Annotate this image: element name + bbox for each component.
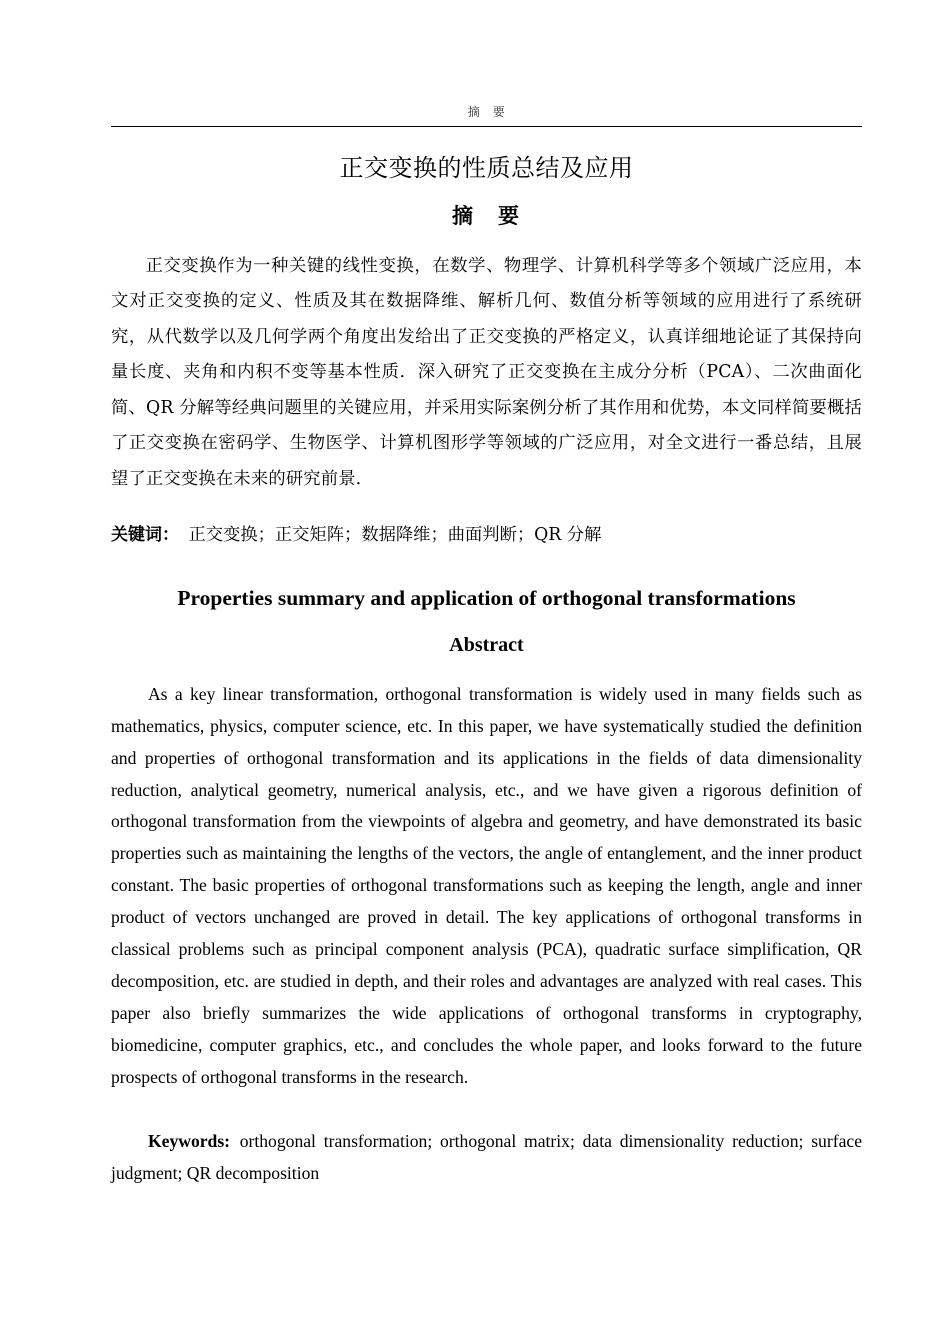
keywords-cn <box>111 520 862 550</box>
page-title-en: Properties summary and application of orthogonal transformations <box>177 586 796 610</box>
keywords-cn-label: 关键词： <box>111 525 179 545</box>
running-header-zone <box>111 0 862 127</box>
keywords-en-label: Keywords: <box>147 1130 231 1151</box>
keywords-cn-value: 正交变换；正交矩阵；数据降维；曲面判断；QR 分解 <box>188 525 602 545</box>
abstract-heading-cn: 摘 要 <box>452 204 521 229</box>
abstract-body-en: As a key linear transformation, orthogonal transformation is widely used in many fields such as mathematics, physics, computer science, etc. In this paper, we have systematically studied the definition and properties of orthogonal transformation and its applications in the fields of data dimensionality reduction, analytical geometry, numerical analysis, etc., and we have given a rigorous definition of orthogonal transformation from the viewpoints of algebra and geometry, and have demonstrated its basic properties such as maintaining the lengths of the vectors, the angle of entanglement, and the inner product constant. The basic properties of orthogonal transformations such as keeping the length, angle and inner product of vectors unchanged are proved in detail. The key applications of orthogonal transforms in classical problems such as principal component analysis (PCA), quadratic surface simplification, QR decomposition, etc. are studied in depth, and their roles and advantages are analyzed with real cases. This paper also briefly summarizes the wide applications of orthogonal transforms in cryptography, biomedicine, computer graphics, etc., and concludes the whole paper, and looks forward to the future prospects of orthogonal transforms in the research. <box>111 683 862 1087</box>
page-content <box>111 0 862 1207</box>
header-divider <box>111 126 862 127</box>
keywords-en-value: orthogonal transformation; orthogonal matrix; data dimensionality reduction; surface judgment; QR decomposition <box>111 1130 862 1183</box>
keywords-en <box>111 1126 862 1190</box>
abstract-heading-en: Abstract <box>449 633 524 656</box>
running-header-title: 摘 要 <box>467 105 506 119</box>
abstract-body-cn: 正交变换作为一种关键的线性变换，在数学、物理学、计算机科学等多个领域广泛应用，本文对正交变换的定义、性质及其在数据降维、解析几何、数值分析等领域的应用进行了系统研究，从代数学以及几何学两个角度出发给出了正交变换的严格定义，认真详细地论证了其保持向量长度、夹角和内积不变等基本性质．深入研究了正交变换在主成分分析（PCA）、二次曲面化简、QR 分解等经典问题里的关键应用，并采用实际案例分析了其作用和优势，本文同样简要概括了正交变换在密码学、生物医学、计算机图形学等领域的广泛应用，对全文进行一番总结，且展望了正交变换在未来的研究前景． <box>111 255 862 489</box>
page-title: 正交变换的性质总结及应用 <box>339 154 634 182</box>
